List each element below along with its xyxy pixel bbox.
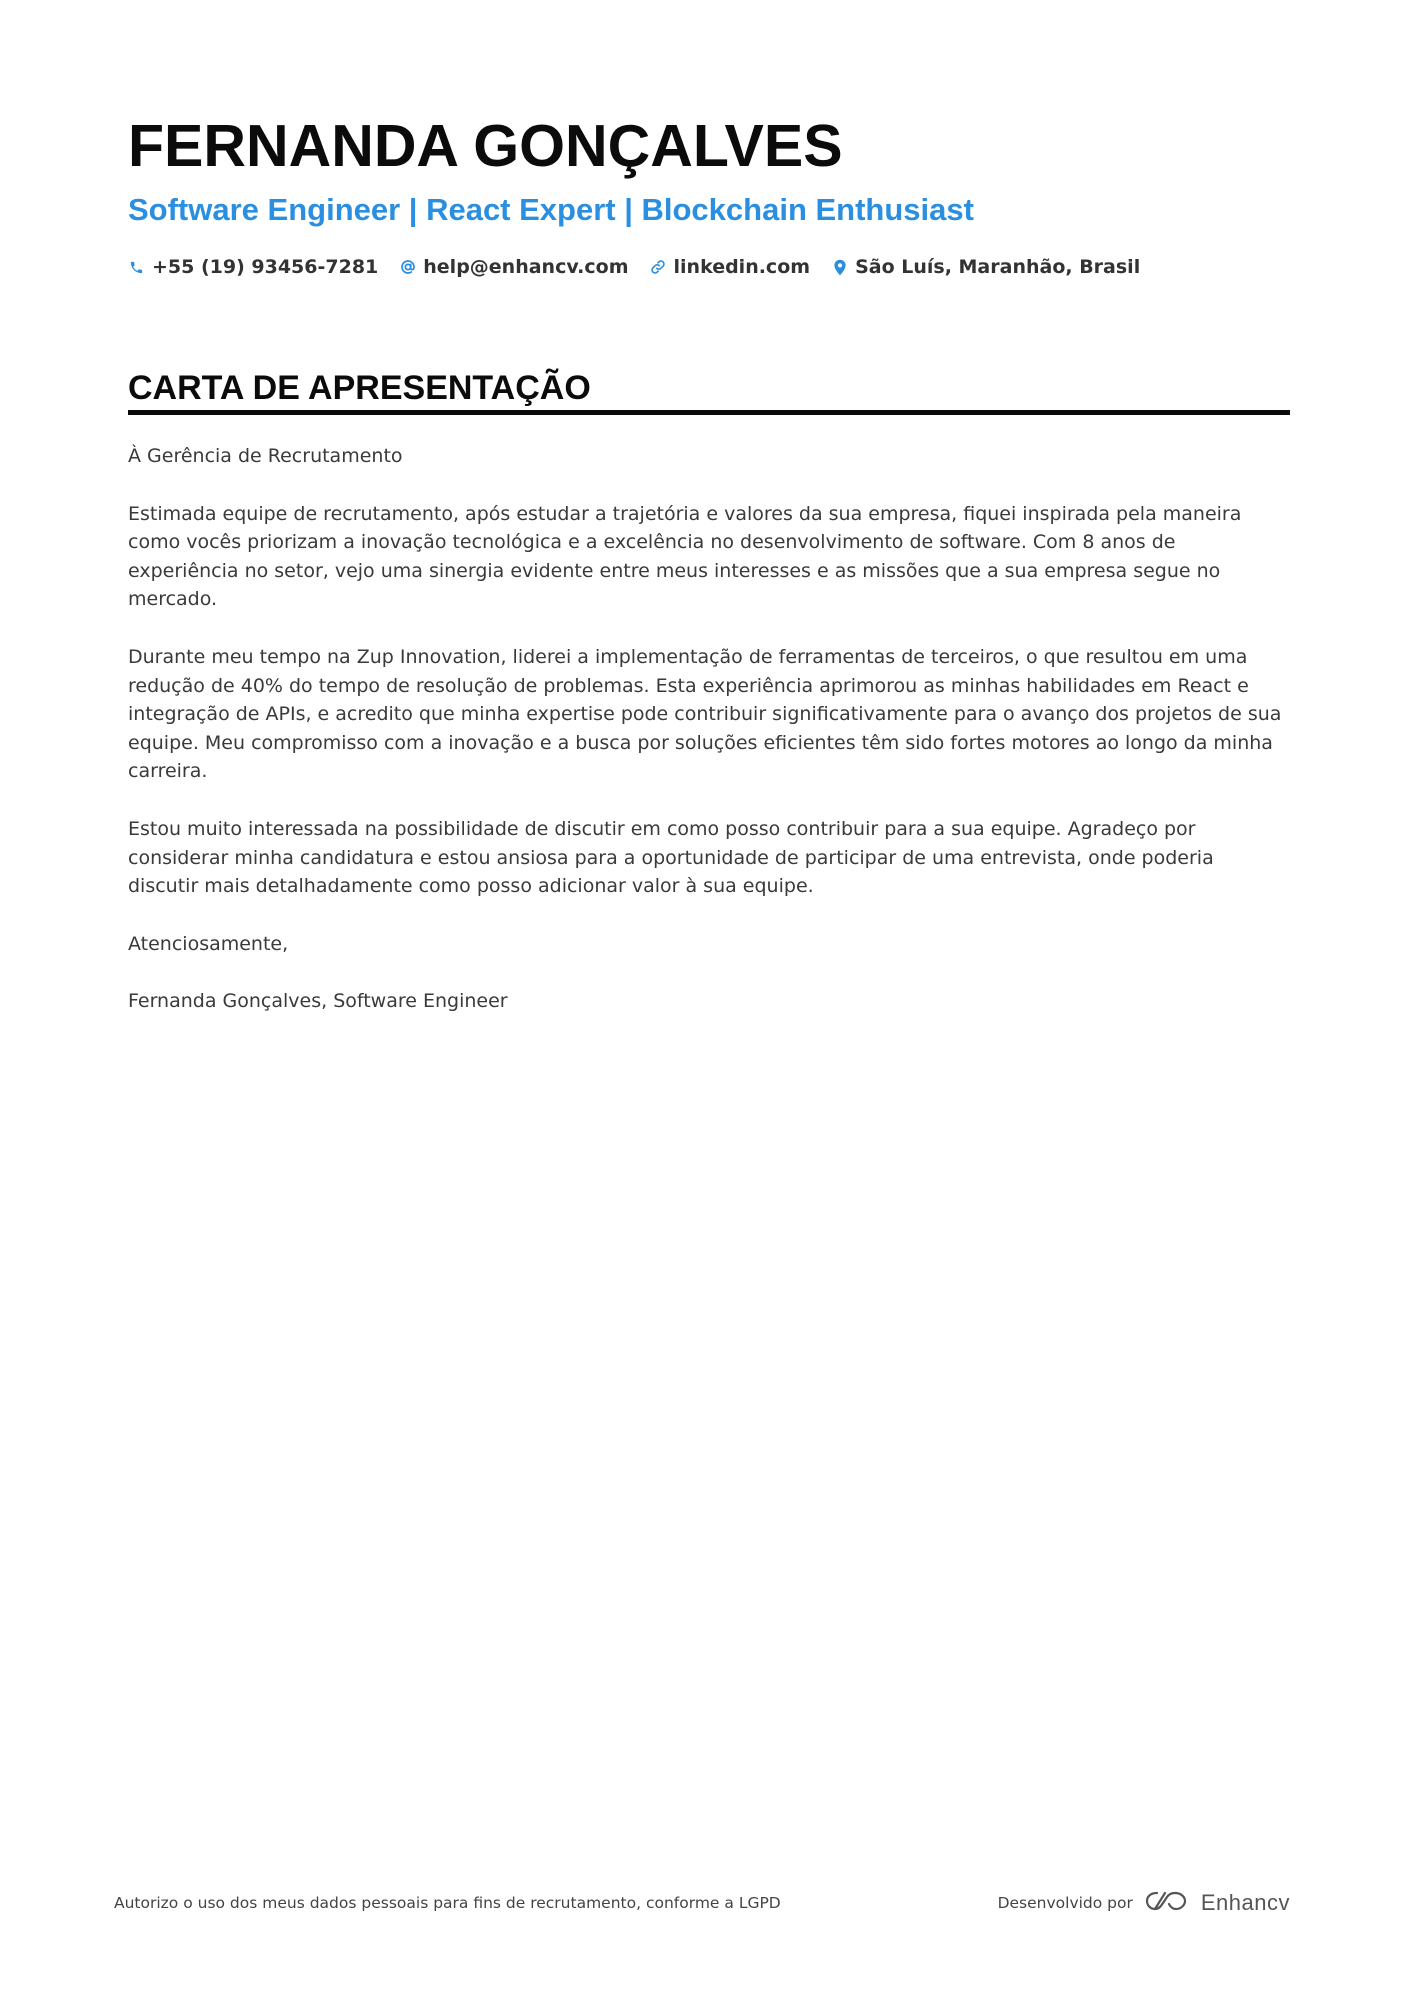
linkedin-link[interactable]: linkedin.com (673, 256, 811, 278)
letter-paragraph: Estimada equipe de recrutamento, após estudar a trajetória e valores da sua empresa, fiquei inspirada pela maneira como vocês priorizam a inovação tecnológica e a excelência no desenvolvimento de software. Com 8 anos de experiência no setor, vejo uma sinergia evidente entre meus interesses e as missões que a sua empresa segue no mercado. (128, 502, 1242, 611)
powered-by-label: Desenvolvido por (997, 1894, 1133, 1912)
contact-location (831, 256, 1140, 278)
letter-body (128, 442, 1290, 1045)
enhancv-brand[interactable]: Enhancv (1200, 1890, 1290, 1915)
contact-linkedin[interactable] (650, 256, 811, 278)
letter-paragraph: Estou muito interessada na possibilidade de discutir em como posso contribuir para a sua equipe. Agradeço por considerar minha candidatura e estou ansiosa para a oportunidade de participar de uma entrevista, onde poderia discutir mais detalhadamente como posso adicionar valor à sua equipe. (128, 817, 1214, 898)
section-title: CARTA DE APRESENTAÇÃO (128, 369, 591, 407)
section-divider (128, 410, 1290, 415)
enhancv-logo-icon (1145, 1889, 1191, 1917)
candidate-headline: Software Engineer | React Expert | Blockchain Enthusiast (128, 192, 974, 227)
powered-by (998, 1889, 1290, 1917)
map-pin-icon (831, 259, 848, 276)
letter-signature: Fernanda Gonçalves, Software Engineer (128, 990, 508, 1013)
at-sign-icon (399, 259, 416, 276)
candidate-name: FERNANDA GONÇALVES (128, 113, 843, 179)
contact-email[interactable] (399, 256, 628, 278)
phone-icon (128, 259, 145, 276)
consent-notice: Autorizo o uso dos meus dados pessoais para fins de recrutamento, conforme a LGPD (114, 1894, 781, 1912)
phone-number: +55 (19) 93456-7281 (152, 256, 379, 278)
email-address[interactable]: help@enhancv.com (423, 256, 629, 278)
letter-closing: Atenciosamente, (128, 932, 289, 955)
letter-recipient: À Gerência de Recrutamento (128, 445, 403, 467)
contact-bar (128, 251, 1161, 283)
contact-phone (128, 256, 378, 278)
letter-paragraph: Durante meu tempo na Zup Innovation, liderei a implementação de ferramentas de terceiros, o que resultou em uma redução de 40% do tempo de resolução de problemas. Esta experiência aprimorou as minhas habilidades em React e integração de APIs, e acredito que minha expertise pode contribuir significativamente para o avanço dos projetos de sua equipe. Meu compromisso com a inovação e a busca por soluções eficientes têm sido fortes motores ao longo da minha carreira. (128, 645, 1282, 783)
location-text: São Luís, Maranhão, Brasil (855, 256, 1141, 278)
link-icon (650, 259, 667, 276)
